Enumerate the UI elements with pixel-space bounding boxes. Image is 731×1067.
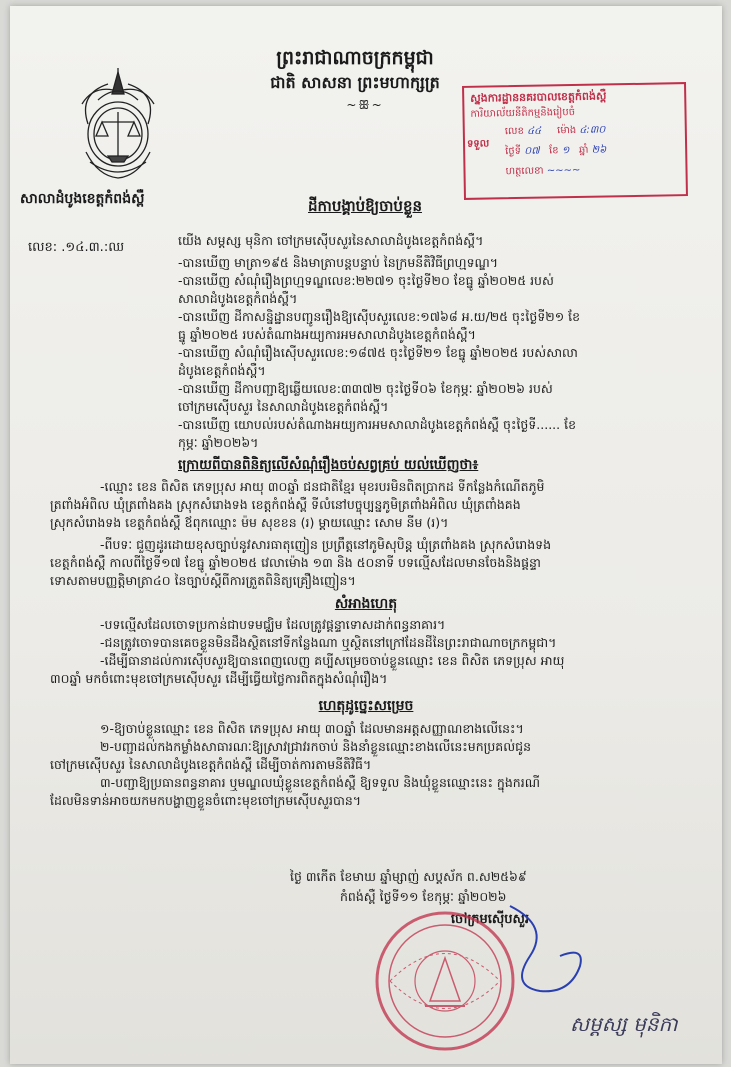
- decisions-list: [50, 720, 540, 810]
- lunar-date: ថ្ងៃ ៣កើត ខែមាឃ ឆ្នាំម្សាញ់ សប្តស័ក ព.ស២៥៦៩: [290, 869, 527, 884]
- signer-name: សម្ដស្ស មុនិកា: [570, 1012, 678, 1036]
- signer-title: ចៅក្រមស៊ើបសួរ: [450, 912, 530, 927]
- stamp-month-value: ១: [561, 145, 570, 157]
- stamp-date-value: ០៧: [524, 145, 540, 157]
- reason-line: ៣០ឆ្នាំ មកចំពោះមុខចៅក្រមស៊ើបសួរ ដើម្បីធ្វើយថ្លៃការពិតក្នុងសំណុំរឿង។: [50, 671, 388, 686]
- nation-motto: ជាតិ សាសនា ព្រះមហាក្សត្រ: [270, 73, 440, 92]
- stamp-year-label: ឆ្នាំ: [578, 144, 589, 156]
- document-page: [10, 6, 722, 1064]
- decision-line: ៣-បញ្ជាឱ្យប្រធានពន្ធនាគារ ឬមណ្ឌលឃុំខ្លួនខេត្តកំពង់ស្ពឺ ឱ្យទទួល និងឃុំខ្លួនឈ្មោះនេះ ក្នុងករណី: [100, 775, 540, 790]
- considering-line: -បានឃើញ យោបល់របស់តំណាងអយ្យការអមសាលាដំបូងខេត្តកំពង់ស្ពឺ ចុះថ្ងៃទី...... ខែ: [178, 417, 576, 432]
- decision-line: ១-ឱ្យចាប់ខ្លួនឈ្មោះ ខេន ពិសិត ភេទប្រុស អាយុ ៣០ឆ្នាំ ដែលមានអត្តសញ្ញាណខាងលើនេះ។: [100, 721, 524, 736]
- considering-line: -បានឃើញ ដីកាសន្និដ្ឋានបញ្ជូនរឿងឱ្យស៊ើបសួរលេខ:១៧៦៨ អ.យ/២៥ ចុះថ្ងៃទី២១ ខែ: [178, 309, 581, 324]
- considering-line: សាលាដំបូងខេត្តកំពង់ស្ពឺ។: [178, 291, 298, 306]
- considering-line: កុម្ភៈ ឆ្នាំ២០២៦។: [178, 435, 259, 450]
- reason-line: -បទល្មើសដែលចោទប្រកាន់ជាបទមជ្ឈិម ដែលត្រូវផ្ដន្ទាទោសដាក់ពន្ធនាគារ។: [100, 617, 446, 632]
- stamp-row-date: [505, 143, 606, 159]
- considering-list: [178, 254, 580, 452]
- charge-line: ខេត្តកំពង់ស្ពឺ កាលពីថ្ងៃទី១៧ ខែធ្នូ ឆ្នាំ២០២៥ វេលាម៉ោង ១៣ និង ៥០នាទី បទល្មើសដែលមានចែងនិងផ្ដន្ទា: [50, 555, 541, 570]
- considering-line: -បានឃើញ សំណុំរឿងស៊ើបសួរលេខ:១៨៧៥ ចុះថ្ងៃទី២១ ខែធ្នូ ឆ្នាំ២០២៥ របស់សាលា: [178, 345, 578, 360]
- stamp-time-value: ៤:៣០: [579, 124, 606, 136]
- decision-heading: ហេតុដូច្នេះសម្រេច: [318, 698, 414, 714]
- considering-line: ដំបូងខេត្តកំពង់ស្ពឺ។: [178, 363, 266, 378]
- after-review-heading: ក្រោយពីបានពិនិត្យលើសំណុំរឿងចប់សព្វគ្រប់ យល់ឃើញថា៖: [178, 457, 479, 473]
- person-line: ត្រពាំងអំពិល ឃុំត្រពាំងគង ស្រុកសំរោងទង ខេត្តកំពង់ស្ពឺ ទីលំនៅបច្ចុប្បន្នភូមិត្រពាំងអំពិល ឃុំត្រពាំងគង: [50, 497, 521, 512]
- stamp-sign-label: ហត្ថលេខា: [505, 165, 544, 178]
- stamp-date-label: ថ្ងៃទី: [505, 145, 522, 158]
- considering-line: ចៅក្រមស៊ើបសួរ នៃសាលាដំបូងខេត្តកំពង់ស្ពឺ។: [178, 399, 389, 414]
- reason-line: -ដើម្បីធានាដល់ការស៊ើបសួរឱ្យបានពេញលេញ គប្បីសម្រេចចាប់ខ្លួនឈ្មោះ ខេន ពិសិត ភេទប្រុស អាយុ: [100, 653, 565, 668]
- court-emblem-icon: [68, 64, 168, 189]
- stamp-office: ស្នងការដ្ឋាននគរបាលខេត្តកំពង់ស្ពឺ: [470, 89, 607, 105]
- person-paragraph: [50, 478, 544, 532]
- stamp-department: ការិយាល័យនីតិកម្មនិងរៀបចំ: [470, 106, 576, 120]
- stamp-received-label: ទទួល: [466, 138, 490, 150]
- considering-line: -បានឃើញ មាត្រា១៩៥ និងមាត្រាបន្តបន្ទាប់ នៃក្រមនីតិវិធីព្រហ្មទណ្ឌ។: [178, 255, 499, 270]
- considering-line: -បានឃើញ សំណុំរឿងព្រហ្មទណ្ឌលេខ:២២៧១ ចុះថ្ងៃទី២០ ខែធ្នូ ឆ្នាំ២០២៥ របស់: [178, 273, 554, 288]
- kingdom-heading: ព្រះរាជាណាចក្រកម្ពុជា: [276, 47, 434, 69]
- decision-line: ២-បញ្ជាដល់កងកម្លាំងសាធារណៈឱ្យស្រាវជ្រាវរកចាប់ និងនាំខ្លួនឈ្មោះខាងលើនេះមកប្រគល់ជូន: [100, 739, 531, 754]
- considering-line: ធ្នូ ឆ្នាំ២០២៥ របស់តំណាងអយ្យការអមសាលាដំបូងខេត្តកំពង់ស្ពឺ។: [178, 327, 476, 342]
- stamp-sign-scribble: ~~~~: [546, 164, 581, 177]
- stamp-no-label: លេខ: [504, 125, 524, 138]
- reason-line: -ជនត្រូវចោទបានគេចខ្លួនមិនដឹងស្ថិតនៅទីកន្លែងណា ឬស្ថិតនៅក្រៅដែនដីនៃព្រះរាជាណាចក្រកម្ពុជា។: [100, 635, 557, 650]
- court-name: សាលាដំបូងខេត្តកំពង់ស្ពឺ: [20, 191, 145, 207]
- person-line: ស្រុកសំរោងទង ខេត្តកំពង់ស្ពឺ ឪពុកឈ្មោះ ម៉ម សុខខន (រ) ម្ដាយឈ្មោះ សោម នីម (រ)។: [50, 515, 449, 530]
- signature-ink-icon: [480, 896, 600, 1006]
- stamp-no-value: ៤៤: [526, 125, 542, 137]
- reasons-heading: សំអាងហេតុ: [334, 596, 398, 612]
- considering-line: -បានឃើញ ដីកាបញ្ជាឱ្យឆ្លើយលេខ:៣៣៧២ ចុះថ្ងៃទី០៦ ខែកុម្ភៈ ឆ្នាំ២០២៦ របស់: [178, 381, 553, 396]
- charge-paragraph: [50, 536, 551, 590]
- person-line: -ឈ្មោះ ខេន ពិសិត ភេទប្រុស អាយុ ៣០ឆ្នាំ ជនជាតិខ្មែរ មុខរបរមិនពិតប្រាកដ ទីកន្លែងកំណើតភូមិ: [100, 479, 545, 494]
- charge-line: -ពីបទៈ ជួញដូរដោយខុសច្បាប់នូវសារធាតុញៀន ប្រព្រឹត្តនៅភូមិសុបិន្ត ឃុំត្រពាំងគង ស្រុកសំរោងទង: [100, 537, 552, 552]
- place-date: កំពង់ស្ពឺ ថ្ងៃទី១១ ខែកុម្ភៈ ឆ្នាំ២០២៦: [340, 889, 507, 904]
- reasons-list: [50, 616, 564, 688]
- intro-line: យើង សម្ដស្ស មុនិកា ចៅក្រមស៊ើបសួរនៃសាលាដំបូងខេត្តកំពង់ស្ពឺ។: [178, 233, 484, 248]
- stamp-row-no: [505, 123, 606, 139]
- charge-line: ទោសតាមបញ្ញត្តិមាត្រា៤០ នៃច្បាប់ស្ដីពីការត្រួតពិនិត្យគ្រឿងញៀន។: [50, 573, 356, 588]
- receipt-stamp: [462, 82, 688, 200]
- stamp-year-value: ២៦: [591, 144, 607, 156]
- stamp-row-sign: [505, 164, 580, 179]
- reference-number: លេខ: .១៤.៣.:ឈ: [28, 240, 125, 255]
- stamp-time-label: ម៉ោង: [557, 124, 577, 137]
- decision-line: ចៅក្រមស៊ើបសួរ នៃសាលាដំបូងខេត្តកំពង់ស្ពឺ ដើម្បីចាត់ការតាមនីតិវិធី។: [50, 757, 372, 772]
- header-ornament: ~ꕥ~: [346, 98, 384, 112]
- document-title: ដីកាបង្គាប់ឱ្យចាប់ខ្លួន: [308, 197, 422, 215]
- stamp-month-label: ខែ: [548, 145, 559, 157]
- decision-line: ដែលមិនទាន់អាចយកមកបង្ហាញខ្លួនចំពោះមុខចៅក្រមស៊ើបសួរបាន។: [50, 793, 362, 808]
